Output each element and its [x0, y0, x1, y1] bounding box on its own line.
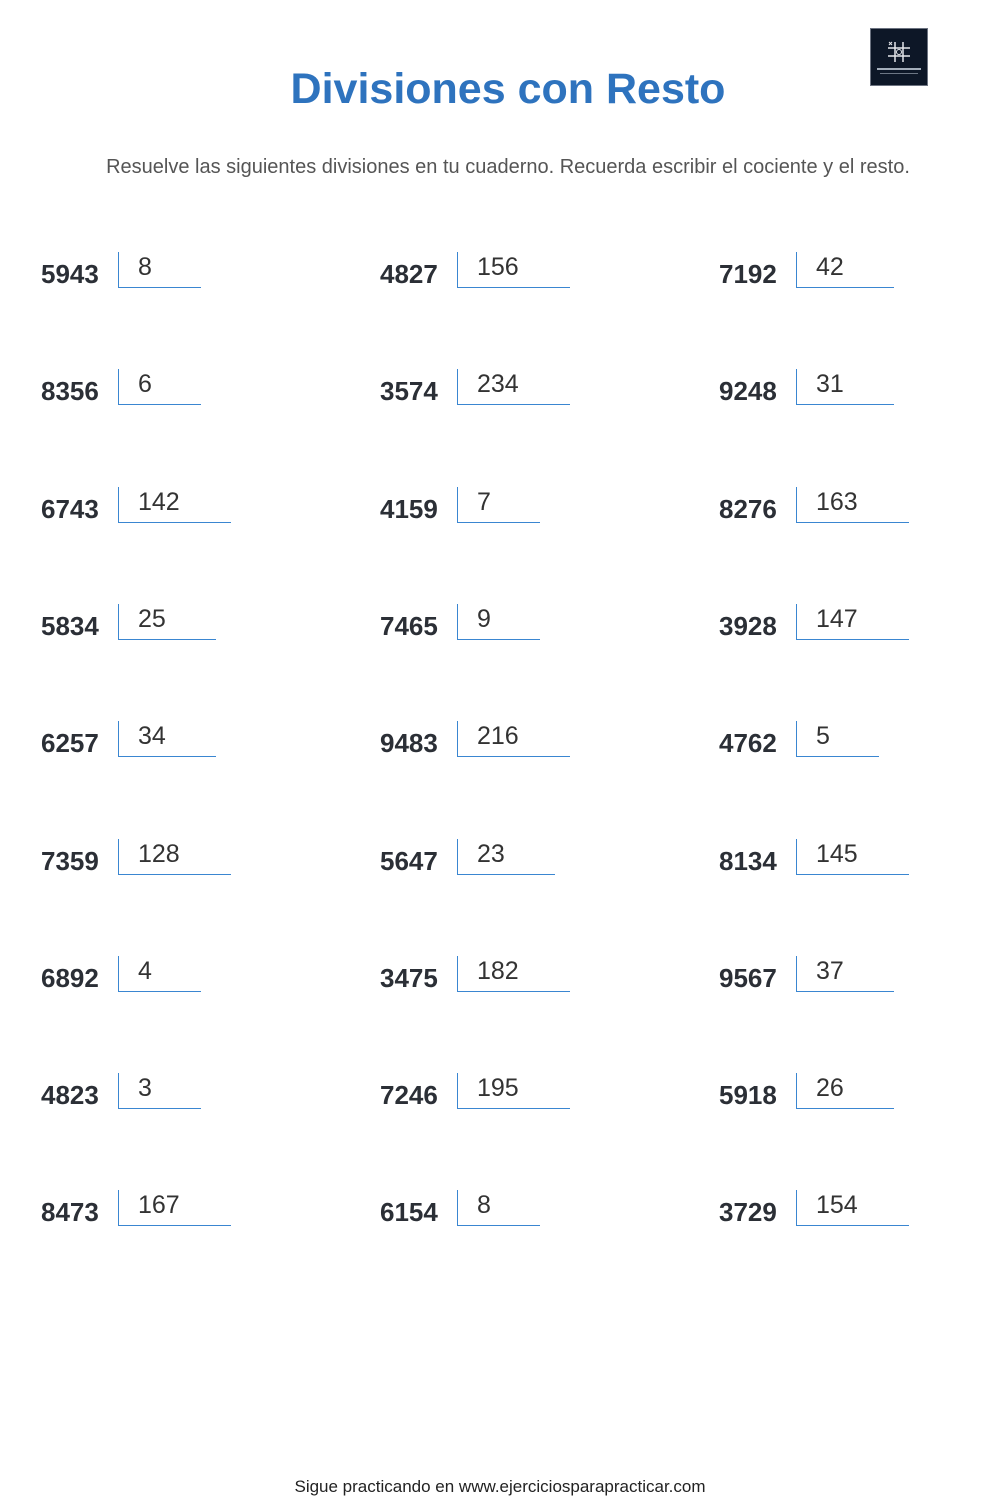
dividend: 6743	[41, 493, 99, 524]
division-problem	[41, 721, 341, 771]
dividend: 7192	[719, 259, 777, 289]
dividend: 8276	[719, 493, 777, 524]
dividend: 4159	[380, 493, 438, 524]
division-bracket	[118, 604, 216, 640]
division-problem	[380, 369, 680, 419]
divisor: 6	[138, 370, 152, 399]
divisor: 23	[477, 839, 505, 868]
division-bracket	[457, 369, 570, 405]
divisor: 163	[816, 487, 858, 516]
division-bracket	[118, 1073, 201, 1109]
dividend: 7359	[41, 845, 99, 876]
division-problem	[380, 252, 680, 302]
division-problem	[41, 487, 341, 537]
dividend: 7246	[380, 1080, 438, 1111]
division-bracket	[457, 721, 570, 757]
division-bracket	[796, 839, 909, 875]
dividend: 6257	[41, 728, 99, 759]
divisor: 3	[138, 1074, 152, 1103]
division-bracket	[796, 252, 894, 288]
division-bracket	[118, 839, 231, 875]
division-problem	[380, 1190, 680, 1240]
dividend: 4762	[719, 728, 777, 759]
division-bracket	[118, 721, 216, 757]
division-problem	[380, 487, 680, 537]
divisor: 182	[477, 956, 519, 985]
divisor: 37	[816, 956, 844, 985]
dividend: 8356	[41, 376, 99, 407]
divisor: 8	[138, 253, 152, 281]
dividend: 5943	[41, 259, 99, 289]
divisor: 167	[138, 1191, 180, 1220]
dividend: 5918	[719, 1080, 777, 1111]
division-bracket	[457, 1073, 570, 1109]
division-bracket	[118, 252, 201, 288]
divisor: 234	[477, 370, 519, 399]
divisor: 34	[138, 722, 166, 751]
divisor: 7	[477, 487, 491, 516]
dividend: 8134	[719, 845, 777, 876]
dividend: 5834	[41, 610, 99, 641]
divisor: 147	[816, 604, 858, 633]
division-bracket	[796, 369, 894, 405]
division-problem	[41, 956, 341, 1006]
division-bracket	[118, 1190, 231, 1226]
division-problem	[719, 721, 1000, 771]
dividend: 8473	[41, 1197, 99, 1228]
division-problem	[41, 369, 341, 419]
division-problem	[41, 1073, 341, 1123]
divisor: 195	[477, 1074, 519, 1103]
division-bracket	[796, 956, 894, 992]
dividend: 9483	[380, 728, 438, 759]
division-problem	[41, 604, 341, 654]
dividend: 3729	[719, 1197, 777, 1228]
divisor: 26	[816, 1074, 844, 1103]
division-bracket	[457, 604, 540, 640]
dividend: 9248	[719, 376, 777, 407]
division-bracket	[796, 721, 879, 757]
dividend: 4823	[41, 1080, 99, 1111]
dividend: 6154	[380, 1197, 438, 1228]
divisor: 154	[816, 1191, 858, 1220]
division-problem	[719, 839, 1000, 889]
division-bracket	[796, 604, 909, 640]
divisor: 4	[138, 956, 152, 985]
division-problem	[41, 839, 341, 889]
divisor: 216	[477, 722, 519, 751]
divisor: 31	[816, 370, 844, 399]
dividend: 3928	[719, 610, 777, 641]
divisor: 25	[138, 604, 166, 633]
dividend: 6892	[41, 962, 99, 993]
divisor: 142	[138, 487, 180, 516]
divisor: 42	[816, 253, 844, 281]
division-problem	[380, 839, 680, 889]
dividend: 4827	[380, 259, 438, 289]
divisor: 9	[477, 604, 491, 633]
division-bracket	[796, 1073, 894, 1109]
division-problem	[380, 721, 680, 771]
dividend: 3475	[380, 962, 438, 993]
instructions-text: Resuelve las siguientes divisiones en tu cuaderno. Recuerda escribir el cociente y el resto.	[106, 156, 910, 178]
division-bracket	[457, 487, 540, 523]
dividend: 5647	[380, 845, 438, 876]
division-problem	[719, 369, 1000, 419]
division-bracket	[118, 956, 201, 992]
divisor: 156	[477, 253, 519, 281]
dividend: 9567	[719, 962, 777, 993]
divisor: 8	[477, 1191, 491, 1220]
division-bracket	[118, 487, 231, 523]
division-problem	[380, 1073, 680, 1123]
division-bracket	[457, 252, 570, 288]
page-title: Divisiones con Resto	[290, 65, 726, 113]
dividend: 7465	[380, 610, 438, 641]
division-problem	[380, 956, 680, 1006]
divisor: 5	[816, 722, 830, 751]
division-problem	[719, 1190, 1000, 1240]
division-problem	[719, 956, 1000, 1006]
division-problem	[41, 252, 341, 302]
dividend: 3574	[380, 376, 438, 407]
division-bracket	[796, 487, 909, 523]
division-problem	[380, 604, 680, 654]
division-bracket	[457, 839, 555, 875]
division-bracket	[796, 1190, 909, 1226]
division-problem	[719, 487, 1000, 537]
divisor: 128	[138, 839, 180, 868]
division-bracket	[457, 1190, 540, 1226]
division-bracket	[118, 369, 201, 405]
division-problem	[41, 1190, 341, 1240]
divisor: 145	[816, 839, 858, 868]
division-problem	[719, 604, 1000, 654]
division-bracket	[457, 956, 570, 992]
division-problem	[719, 252, 1000, 302]
division-problem	[719, 1073, 1000, 1123]
footer-text: Sigue practicando en www.ejerciciosparapracticar.com	[294, 1477, 706, 1496]
